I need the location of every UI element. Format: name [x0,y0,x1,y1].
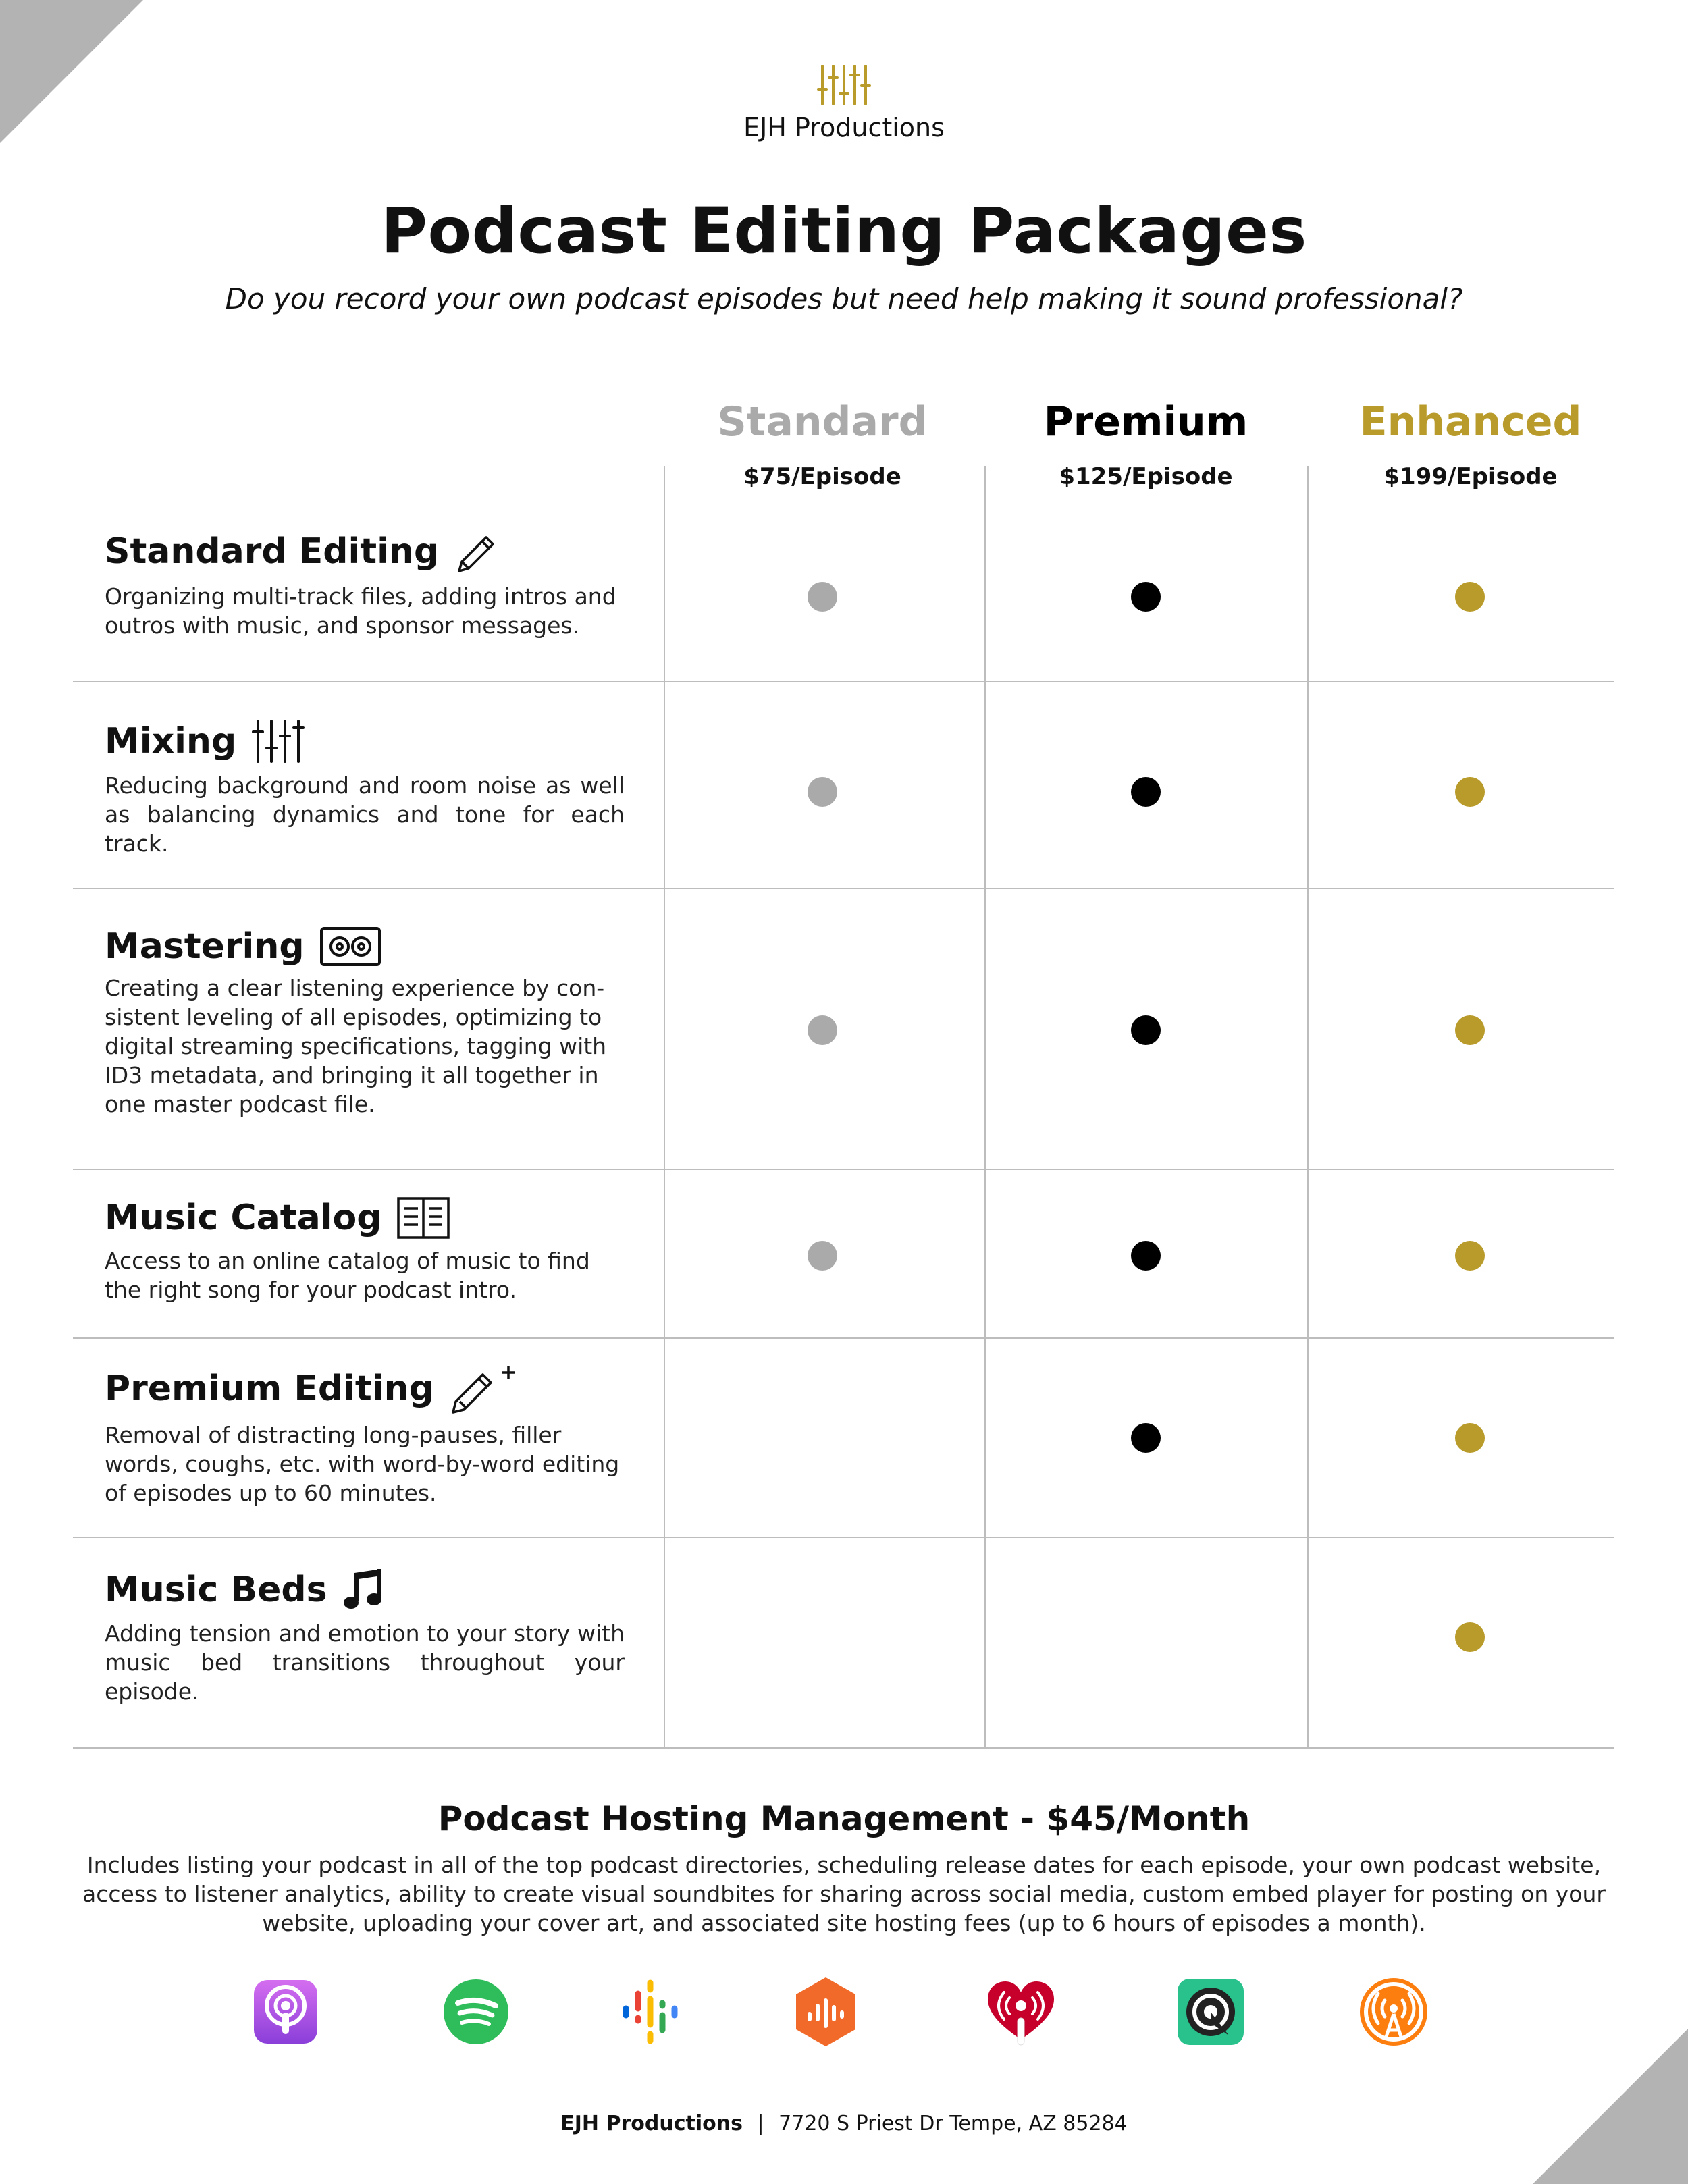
included-dot-enhanced [1455,582,1485,612]
book-icon [396,1196,450,1240]
google-podcasts-icon [613,1975,687,2049]
feature-premium-editing [105,1364,625,1508]
feature-music-beds [105,1568,625,1706]
footer-separator: | [757,2112,764,2135]
page-subtitle: Do you record your own podcast episodes but need help making it sound professional? [225,282,1463,315]
feature-mastering [105,926,625,1119]
sliders-icon [251,718,305,764]
tape-icon [319,926,381,967]
overcast-icon [1356,1975,1431,2049]
included-dot-standard [808,777,837,807]
footer [0,2112,1688,2135]
included-dot-standard [808,1015,837,1045]
feature-mixing [105,718,625,858]
feature-music-catalog [105,1196,625,1304]
included-dot-premium [1131,1241,1161,1271]
column-divider [1307,466,1309,1749]
included-dot-enhanced [1455,777,1485,807]
page-title: Podcast Editing Packages [381,194,1307,268]
plan-name-standard: Standard [717,398,928,446]
row-divider [73,1169,1614,1170]
iheartradio-icon [984,1975,1058,2049]
plan-price-enhanced: $199/Episode [1383,463,1558,490]
included-dot-premium [1131,777,1161,807]
hosting-description: Includes listing your podcast in all of the top podcast directories, scheduling release dates for each episode, your own podcast website, access to listener analytics, ability to create visual soundbites for sharing across social media, custom embed player for posting on your website, uploading your cover art, and associated site hosting fees (up to 6 hours of episodes a month). [82,1852,1606,1936]
feature-title: Mixing [105,721,237,762]
feature-description: Access to an online catalog of music to find the right song for your podcast intro. [105,1248,590,1303]
feature-title: Standard Editing [105,531,440,572]
podcast-addict-icon [1173,1975,1248,2049]
column-divider [664,466,665,1749]
feature-description: Organizing multi-track files, adding intros and outros with music, and sponsor messages. [105,583,616,639]
hosting-title: Podcast Hosting Management - $45/Month [438,1799,1250,1838]
included-dot-enhanced [1455,1015,1485,1045]
feature-title: Mastering [105,926,305,967]
included-dot-premium [1131,1015,1161,1045]
plan-name-enhanced: Enhanced [1359,398,1582,446]
pencil-icon [454,528,501,575]
feature-description: Removal of distracting long-pauses, filler words, coughs, etc. with word-by-word editing of episodes up to 60 minutes. [105,1422,620,1506]
footer-company: EJH Productions [560,2112,743,2135]
feature-standard-editing [105,528,625,640]
row-divider [73,681,1614,682]
row-divider [73,1337,1614,1339]
column-divider [984,466,986,1749]
plan-name-premium: Premium [1043,398,1248,446]
sliders-icon [817,64,871,106]
music-note-icon [342,1568,386,1612]
included-dot-premium [1131,582,1161,612]
included-dot-standard [808,1241,837,1271]
castbox-icon [789,1975,863,2049]
apple-podcasts-icon [248,1975,323,2049]
brand-logo [0,64,1688,142]
included-dot-enhanced [1455,1622,1485,1652]
feature-description: Adding tension and emotion to your story with music bed transitions throughout your episode. [105,1620,625,1705]
included-dot-enhanced [1455,1423,1485,1453]
feature-description: Creating a clear listening experience by con-sistent leveling of all episodes, optimizing to digital streaming specifications, tagging with ID3 metadata, and bringing it all together in one master podcast file. [105,975,607,1117]
pencil-plus-icon [449,1364,519,1414]
brand-name: EJH Productions [743,113,945,142]
feature-description: Reducing background and room noise as well as balancing dynamics and tone for each track. [105,772,625,857]
included-dot-premium [1131,1423,1161,1453]
included-dot-standard [808,582,837,612]
feature-title: Premium Editing [105,1368,434,1409]
feature-title: Music Beds [105,1570,327,1610]
row-divider [73,1537,1614,1538]
plan-price-premium: $125/Episode [1059,463,1233,490]
footer-address: 7720 S Priest Dr Tempe, AZ 85284 [779,2112,1128,2135]
plan-price-standard: $75/Episode [743,463,901,490]
row-divider [73,1747,1614,1749]
row-divider [73,888,1614,889]
feature-title: Music Catalog [105,1198,382,1238]
included-dot-enhanced [1455,1241,1485,1271]
spotify-icon [439,1975,513,2049]
corner-decoration-bottom-right [1533,2029,1688,2184]
